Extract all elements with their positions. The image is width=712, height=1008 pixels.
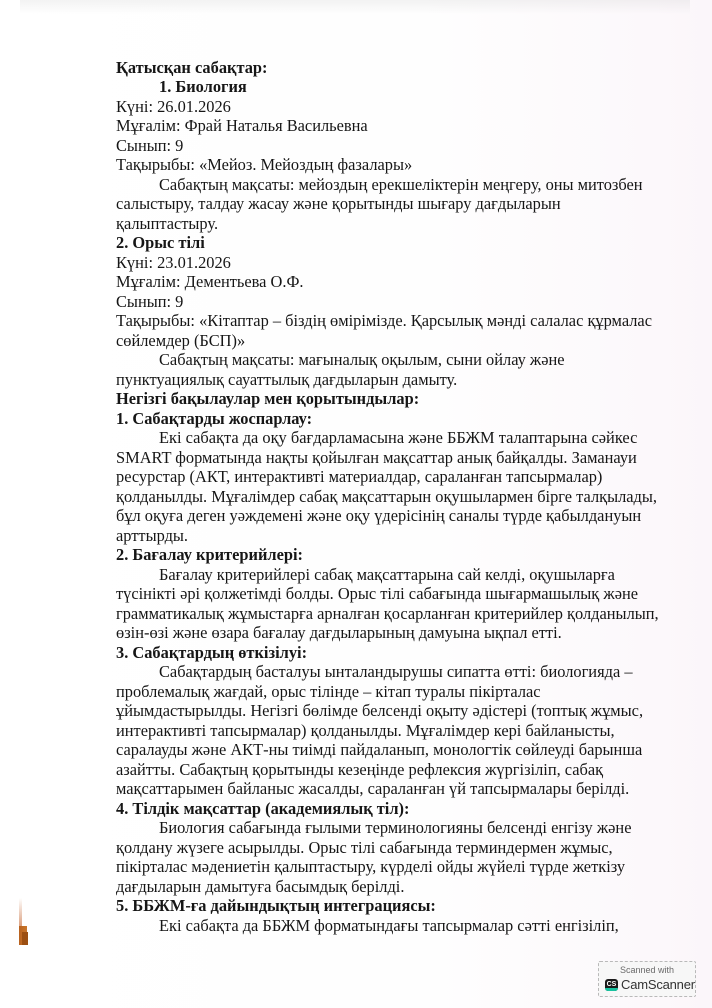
lesson-2-teacher: Мұғалім: Дементьева О.Ф. — [116, 272, 304, 291]
section-line: дағдыларын дамытуға басымдық берілді. — [116, 877, 405, 896]
lesson-2-goal-line: пунктуациялық сауаттылық дағдыларын дамыту. — [116, 370, 458, 389]
lesson-1-title: 1. Биология — [159, 77, 247, 96]
section-heading: 2. Бағалау критерийлері: — [116, 545, 303, 564]
lesson-2-grade: Сынып: 9 — [116, 292, 184, 311]
section-line: қолдану жүзеге асырылды. Орыс тілі сабағында терминдермен жұмыс, — [116, 838, 613, 857]
section-line: Сабақтардың басталуы ынталандырушы сипатта өтті: биологияда – — [159, 662, 633, 681]
section-line: Биология сабағында ғылыми терминологияны белсенді енгізу және — [159, 818, 632, 837]
section-line: пікірталас мәдениетін қалыптастыру, күрделі ойды жүйелі түрде жеткізу — [116, 857, 626, 876]
section-line: бұл оқуға деген уәждемені және оқу үдерісінің саналы түрде қабылдануын — [116, 506, 642, 525]
watermark-brand: CamScanner — [621, 977, 695, 992]
section-line: ұйымдастырылды. Негізгі бөлімде белсенді оқыту әдістері (топтық жұмыс, — [116, 701, 644, 720]
camscanner-logo-icon: CS — [605, 979, 618, 991]
section-line: Екі сабақта да оқу бағдарламасына және ББЖМ талаптарына сәйкес — [159, 428, 638, 447]
lesson-2-goal-line: Сабақтың мақсаты: мағыналық оқылым, сыни ойлау және — [159, 350, 565, 369]
section-line: грамматикалық жұмыстарға арналған қосарланған критерийлер қолданылып, — [116, 604, 659, 623]
lesson-1-grade: Сынып: 9 — [116, 136, 184, 155]
section-line: Бағалау критерийлері сабақ мақсаттарына сай келді, оқушыларға — [159, 565, 615, 584]
observations-heading: Негізгі бақылаулар мен қорытындылар: — [116, 389, 420, 408]
watermark-caption: Scanned with — [619, 965, 675, 975]
section-line: саралауды және АКТ-ны тиімді пайдаланып, монологтік сөйлеуді барынша — [116, 740, 643, 759]
section-heading: 5. ББЖМ-ға дайындықтың интеграциясы: — [116, 896, 436, 915]
section-line: мақсаттарымен байланыс жасалды, сараланған үй тапсырмалары берілді. — [116, 779, 630, 798]
camscanner-watermark — [598, 961, 696, 997]
lesson-1-goal-line: қалыптастыру. — [116, 214, 219, 233]
section-line: қолданылды. Мұғалімдер сабақ мақсаттарын оқушылармен бірге талқылады, — [116, 487, 658, 506]
section-line: интерактивті тапсырмалар) қолданылды. Мұғалімдер кері байланысты, — [116, 721, 615, 740]
section-heading: 1. Сабақтарды жоспарлау: — [116, 409, 313, 428]
section-line: проблемалық жағдай, орыс тілінде – кітап туралы пікірталас — [116, 682, 541, 701]
lesson-2-date: Күні: 23.01.2026 — [116, 253, 231, 272]
lesson-1-teacher: Мұғалім: Фрай Наталья Васильевна — [116, 116, 368, 135]
section-line: азайтты. Сабақтың қорытынды кезеңінде рефлексия жүргізіліп, сабақ — [116, 760, 604, 779]
section-line: SMART форматында нақты қойылған мақсаттар анық байқалды. Заманауи — [116, 448, 637, 467]
lesson-2-topic-line: Тақырыбы: «Кітаптар – біздің өмірімізде. Қарсылық мәнді салалас құрмалас — [116, 311, 652, 330]
lesson-2-title: 2. Орыс тілі — [116, 233, 205, 252]
binding-edge-mark — [19, 898, 22, 928]
section-line: түсінікті әрі қолжетімді болды. Орыс тілі сабағында шығармашылық және — [116, 584, 639, 603]
lesson-1-goal-line: салыстыру, талдау жасау және қорытынды шығару дағдыларын — [116, 194, 561, 213]
section-line: өзін-өзі және өзара бағалау дағдыларының дамуына ықпал етті. — [116, 623, 562, 642]
lesson-1-goal-line: Сабақтың мақсаты: мейоздың ерекшеліктерін меңгеру, оны митозбен — [159, 175, 643, 194]
lesson-1-date: Күні: 26.01.2026 — [116, 97, 231, 116]
binding-edge-tab-shadow — [22, 932, 28, 945]
lesson-1-topic: Тақырыбы: «Мейоз. Мейоздың фазалары» — [116, 155, 413, 174]
section-line: арттырды. — [116, 526, 189, 545]
section-line: ресурстар (АКТ, интерактивті материалдар, сараланған тапсырмалар) — [116, 467, 603, 486]
attended-lessons-heading: Қатысқан сабақтар: — [116, 58, 268, 77]
section-heading: 3. Сабақтардың өткізілуі: — [116, 643, 308, 662]
lesson-2-topic-line: сөйлемдер (БСП)» — [116, 331, 246, 350]
section-line: Екі сабақта да ББЖМ форматындағы тапсырмалар сәтті енгізіліп, — [159, 916, 619, 935]
section-heading: 4. Тілдік мақсаттар (академиялық тіл): — [116, 799, 410, 818]
